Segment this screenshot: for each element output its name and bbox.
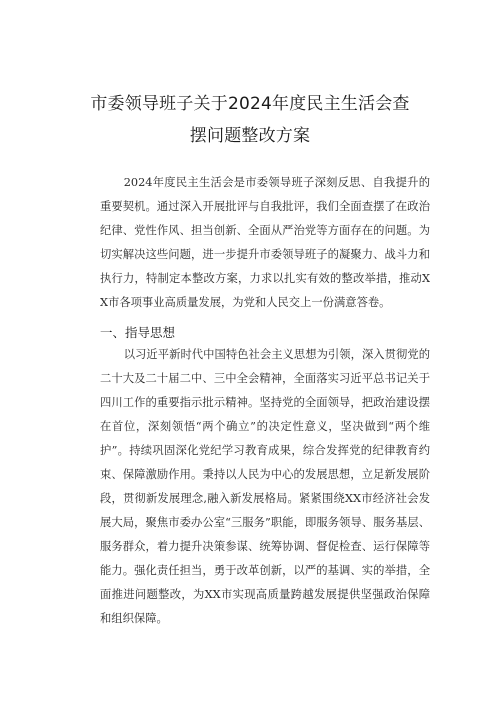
document-title-line-2: 摆问题整改方案 (189, 126, 311, 146)
intro-paragraph: 2024年度民主生活会是市委领导班子深刻反思、自我提升的重要契机。通过深入开展批评与自我批评，我们全面查摆了在政治纪律、党性作风、担当创新、全面从严治党等方面存在的问题。为切实解决这些问题，进一步提升市委领导班子的凝聚力、战斗力和执行力，特制定本整改方案，力求以扎实有效的整改举措，推动XX市各项事业高质量发展，为党和人民交上一份满意答卷。 (100, 176, 430, 309)
section-heading-guiding-ideology: 一、指导思想 (100, 325, 176, 340)
guiding-ideology-paragraph: 以习近平新时代中国特色社会主义思想为引领，深入贯彻党的二十大及二十届二中、三中全会精神，全面落实习近平总书记关于四川工作的重要指示批示精神。坚持党的全面领导，把政治建设摆在首位，深刻领悟“两个确立”的决定性意义，坚决做到“两个维护”。持续巩固深化党纪学习教育成果，综合发挥党的纪律教育约束、保障激励作用。秉持以人民为中心的发展思想，立足新发展阶段，贯彻新发展理念,融入新发展格局。紧紧围绕XX市经济社会发展大局，聚焦市委办公室“三服务”职能，即服务领导、服务基层、服务群众，着力提升决策参谋、统筹协调、督促检查、运行保障等能力。强化责任担当，勇于改革创新，以严的基调、实的举措，全面推进问题整改，为XX市实现高质量跨越发展提供坚强政治保障和组织保障。 (100, 348, 430, 625)
document-title-line-1: 市委领导班子关于2024年度民主生活会查 (90, 94, 410, 114)
